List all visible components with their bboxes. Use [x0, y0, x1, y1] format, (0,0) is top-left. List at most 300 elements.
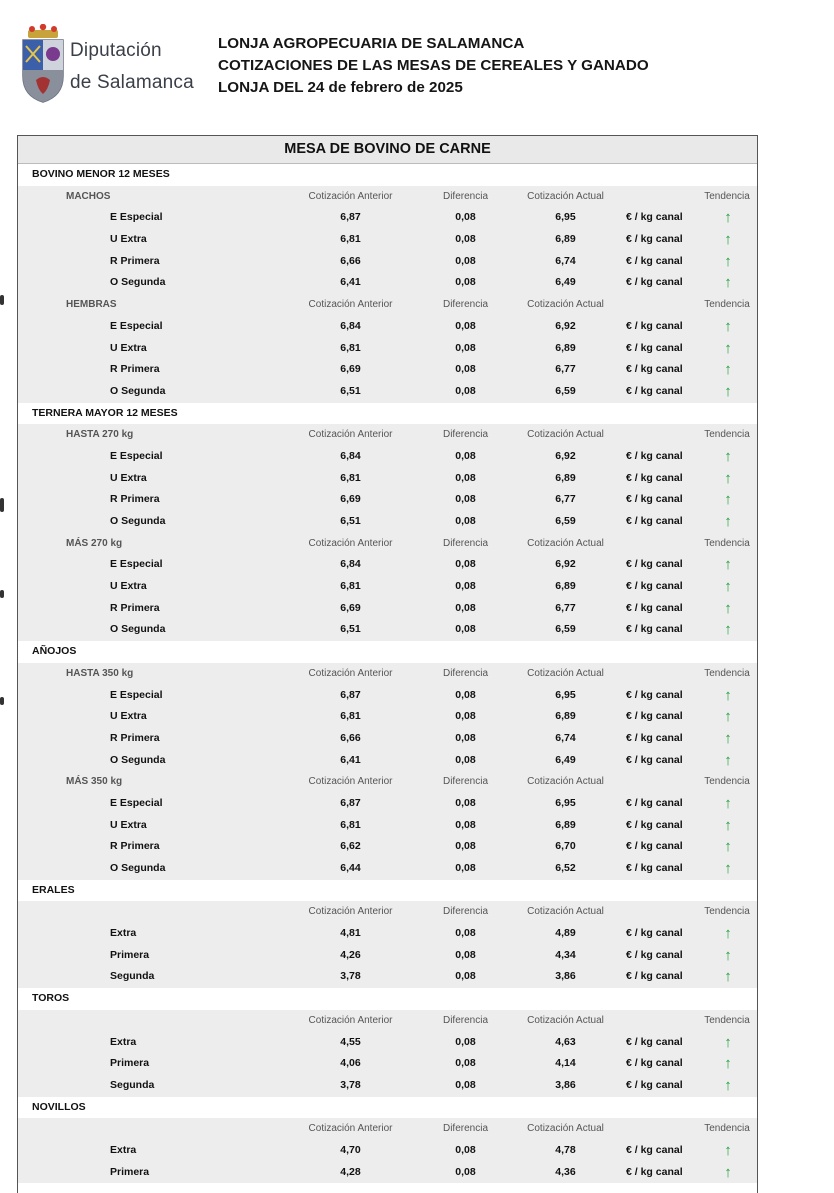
current-price: 6,89	[555, 710, 576, 723]
column-header-row	[18, 1118, 757, 1140]
price-unit: € / kg canal	[626, 319, 683, 332]
price-difference: 0,08	[455, 688, 476, 701]
price-difference: 0,08	[455, 211, 476, 224]
table-row	[18, 576, 757, 598]
price-unit: € / kg canal	[626, 1057, 683, 1070]
grade-label: U Extra	[110, 341, 147, 354]
row-group	[18, 1010, 757, 1097]
price-table	[17, 135, 758, 1193]
current-price: 6,89	[555, 471, 576, 484]
price-difference: 0,08	[455, 1143, 476, 1156]
price-difference: 0,08	[455, 796, 476, 809]
current-price: 6,59	[555, 384, 576, 397]
col-header-tendencia: Tendencia	[704, 667, 750, 679]
previous-price: 4,55	[340, 1035, 361, 1048]
scan-mark	[0, 498, 4, 512]
price-unit: € / kg canal	[626, 211, 683, 224]
arrow-up-icon: ↑	[724, 925, 732, 943]
price-unit: € / kg canal	[626, 341, 683, 354]
price-difference: 0,08	[455, 601, 476, 614]
column-header-row	[18, 533, 757, 555]
arrow-up-icon: ↑	[724, 816, 732, 834]
grade-label: Extra	[110, 1035, 137, 1048]
current-price: 6,59	[555, 623, 576, 636]
current-price: 6,89	[555, 233, 576, 246]
column-header-row	[18, 901, 757, 923]
table-row	[18, 207, 757, 229]
col-header-anterior: Cotización Anterior	[308, 429, 393, 441]
price-difference: 0,08	[455, 276, 476, 289]
previous-price: 6,87	[340, 688, 361, 701]
col-header-actual: Cotización Actual	[527, 537, 604, 549]
current-price: 6,95	[555, 211, 576, 224]
arrow-up-icon: ↑	[724, 447, 732, 465]
section-title: TERNERA MAYOR 12 MESES	[18, 403, 757, 425]
grade-label: U Extra	[110, 818, 147, 831]
previous-price: 6,87	[340, 796, 361, 809]
current-price: 6,95	[555, 688, 576, 701]
col-header-diferencia: Diferencia	[442, 299, 489, 311]
col-header-diferencia: Diferencia	[442, 429, 489, 441]
grade-label: O Segunda	[110, 515, 166, 527]
col-header-anterior: Cotización Anterior	[308, 906, 393, 918]
table-row	[18, 251, 757, 273]
previous-price: 6,41	[340, 276, 361, 289]
table-row	[18, 750, 757, 772]
price-difference: 0,08	[455, 515, 476, 527]
table-row	[18, 338, 757, 360]
price-difference: 0,08	[455, 840, 476, 853]
current-price: 6,74	[555, 254, 576, 267]
col-header-anterior: Cotización Anterior	[308, 776, 393, 788]
price-difference: 0,08	[455, 580, 476, 593]
arrow-up-icon: ↑	[724, 708, 732, 726]
subgroup-title: MACHOS	[66, 190, 111, 202]
row-group	[18, 186, 757, 294]
col-header-diferencia: Diferencia	[442, 1123, 489, 1135]
col-header-actual: Cotización Actual	[527, 299, 604, 311]
previous-price: 6,69	[340, 363, 361, 376]
price-unit: € / kg canal	[626, 449, 683, 462]
previous-price: 6,81	[340, 341, 361, 354]
price-unit: € / kg canal	[626, 471, 683, 484]
grade-label: R Primera	[110, 840, 160, 853]
section-title: NOVILLOS	[18, 1097, 757, 1119]
price-difference: 0,08	[455, 1035, 476, 1048]
arrow-up-icon: ↑	[724, 686, 732, 704]
previous-price: 6,81	[340, 233, 361, 246]
price-unit: € / kg canal	[626, 384, 683, 397]
arrow-up-icon: ↑	[724, 1055, 732, 1073]
arrow-up-icon: ↑	[724, 578, 732, 596]
table-row	[18, 1053, 757, 1075]
col-header-anterior: Cotización Anterior	[308, 667, 393, 679]
col-header-anterior: Cotización Anterior	[308, 1123, 393, 1135]
subgroup-title: HASTA 270 kg	[66, 429, 134, 441]
current-price: 4,36	[555, 1165, 576, 1178]
price-difference: 0,08	[455, 1078, 476, 1091]
price-unit: € / kg canal	[626, 623, 683, 636]
row-group	[18, 901, 757, 988]
price-unit: € / kg canal	[626, 580, 683, 593]
column-header-row	[18, 424, 757, 446]
scan-mark	[0, 590, 4, 598]
current-price: 6,59	[555, 515, 576, 527]
price-unit: € / kg canal	[626, 515, 683, 527]
grade-label: Segunda	[110, 970, 155, 983]
col-header-anterior: Cotización Anterior	[308, 190, 393, 202]
col-header-actual: Cotización Actual	[527, 906, 604, 918]
header-line-2: COTIZACIONES DE LAS MESAS DE CEREALES Y GANADO	[218, 57, 649, 74]
price-unit: € / kg canal	[626, 363, 683, 376]
grade-label: E Especial	[110, 449, 163, 462]
price-difference: 0,08	[455, 753, 476, 766]
current-price: 4,63	[555, 1035, 576, 1048]
price-difference: 0,08	[455, 970, 476, 983]
col-header-anterior: Cotización Anterior	[308, 1014, 393, 1026]
diputacion-logo	[18, 24, 218, 106]
grade-label: O Segunda	[110, 384, 166, 397]
grade-label: O Segunda	[110, 623, 166, 636]
price-difference: 0,08	[455, 623, 476, 636]
price-unit: € / kg canal	[626, 493, 683, 506]
price-unit: € / kg canal	[626, 948, 683, 961]
logo-line-1: Diputación	[70, 40, 162, 61]
price-difference: 0,08	[455, 471, 476, 484]
col-header-tendencia: Tendencia	[704, 906, 750, 918]
table-row	[18, 1075, 757, 1097]
current-price: 6,52	[555, 862, 576, 874]
previous-price: 6,51	[340, 384, 361, 397]
table-row	[18, 815, 757, 837]
current-price: 6,89	[555, 341, 576, 354]
arrow-up-icon: ↑	[724, 794, 732, 812]
arrow-up-icon: ↑	[724, 621, 732, 639]
arrow-up-icon: ↑	[724, 729, 732, 747]
col-header-diferencia: Diferencia	[442, 776, 489, 788]
price-unit: € / kg canal	[626, 601, 683, 614]
section-title: TOROS	[18, 988, 757, 1010]
row-group	[18, 424, 757, 532]
grade-label: E Especial	[110, 211, 163, 224]
table-row	[18, 966, 757, 988]
grade-label: O Segunda	[110, 276, 166, 289]
table-row	[18, 316, 757, 338]
previous-price: 4,26	[340, 948, 361, 961]
arrow-up-icon: ↑	[724, 252, 732, 270]
current-price: 4,78	[555, 1143, 576, 1156]
col-header-diferencia: Diferencia	[442, 906, 489, 918]
arrow-up-icon: ↑	[724, 1141, 732, 1159]
table-row	[18, 359, 757, 381]
header-line-1: LONJA AGROPECUARIA DE SALAMANCA	[218, 35, 525, 52]
price-unit: € / kg canal	[626, 796, 683, 809]
grade-label: Primera	[110, 948, 150, 961]
grade-label: E Especial	[110, 796, 163, 809]
price-unit: € / kg canal	[626, 1143, 683, 1156]
price-difference: 0,08	[455, 341, 476, 354]
price-unit: € / kg canal	[626, 970, 683, 983]
table-row	[18, 858, 757, 880]
price-unit: € / kg canal	[626, 276, 683, 289]
col-header-tendencia: Tendencia	[704, 299, 750, 311]
subgroup-title: HEMBRAS	[66, 299, 117, 311]
previous-price: 6,51	[340, 515, 361, 527]
arrow-up-icon: ↑	[724, 556, 732, 574]
grade-label: E Especial	[110, 319, 163, 332]
price-difference: 0,08	[455, 731, 476, 744]
arrow-up-icon: ↑	[724, 838, 732, 856]
grade-label: U Extra	[110, 710, 147, 723]
current-price: 6,77	[555, 493, 576, 506]
col-header-tendencia: Tendencia	[704, 1123, 750, 1135]
table-row	[18, 554, 757, 576]
section-title: AÑOJOS	[18, 641, 757, 663]
current-price: 6,74	[555, 731, 576, 744]
price-unit: € / kg canal	[626, 710, 683, 723]
price-difference: 0,08	[455, 254, 476, 267]
previous-price: 6,69	[340, 601, 361, 614]
arrow-up-icon: ↑	[724, 968, 732, 986]
price-difference: 0,08	[455, 493, 476, 506]
table-row	[18, 836, 757, 858]
current-price: 6,92	[555, 449, 576, 462]
price-unit: € / kg canal	[626, 927, 683, 940]
arrow-up-icon: ↑	[724, 469, 732, 487]
table-row	[18, 381, 757, 403]
col-header-tendencia: Tendencia	[704, 429, 750, 441]
grade-label: R Primera	[110, 731, 160, 744]
grade-label: Extra	[110, 1143, 137, 1156]
col-header-tendencia: Tendencia	[704, 537, 750, 549]
previous-price: 4,81	[340, 927, 361, 940]
price-difference: 0,08	[455, 363, 476, 376]
grade-label: U Extra	[110, 580, 147, 593]
price-unit: € / kg canal	[626, 753, 683, 766]
column-header-row	[18, 186, 757, 208]
price-difference: 0,08	[455, 1057, 476, 1070]
col-header-diferencia: Diferencia	[442, 190, 489, 202]
col-header-actual: Cotización Actual	[527, 776, 604, 788]
row-group	[18, 771, 757, 879]
table-row	[18, 1162, 757, 1184]
price-unit: € / kg canal	[626, 1035, 683, 1048]
table-row	[18, 511, 757, 533]
arrow-up-icon: ↑	[724, 860, 732, 877]
col-header-tendencia: Tendencia	[704, 1014, 750, 1026]
table-row	[18, 619, 757, 641]
arrow-up-icon: ↑	[724, 491, 732, 509]
current-price: 3,86	[555, 1078, 576, 1091]
previous-price: 6,66	[340, 731, 361, 744]
table-row	[18, 229, 757, 251]
column-header-row	[18, 663, 757, 685]
arrow-up-icon: ↑	[724, 209, 732, 227]
column-header-row	[18, 771, 757, 793]
price-difference: 0,08	[455, 319, 476, 332]
current-price: 6,89	[555, 580, 576, 593]
table-row	[18, 598, 757, 620]
table-row	[18, 706, 757, 728]
table-row	[18, 685, 757, 707]
table-row	[18, 793, 757, 815]
grade-label: O Segunda	[110, 753, 166, 766]
previous-price: 4,70	[340, 1143, 361, 1156]
header-line-3: LONJA DEL 24 de febrero de 2025	[218, 79, 463, 96]
grade-label: R Primera	[110, 254, 160, 267]
arrow-up-icon: ↑	[724, 339, 732, 357]
price-difference: 0,08	[455, 1165, 476, 1178]
arrow-up-icon: ↑	[724, 274, 732, 292]
price-unit: € / kg canal	[626, 233, 683, 246]
current-price: 4,34	[555, 948, 576, 961]
grade-label: E Especial	[110, 558, 163, 571]
previous-price: 4,28	[340, 1165, 361, 1178]
price-difference: 0,08	[455, 558, 476, 571]
price-difference: 0,08	[455, 862, 476, 874]
logo-line-2: de Salamanca	[70, 72, 194, 93]
scan-mark	[0, 295, 4, 305]
arrow-up-icon: ↑	[724, 513, 732, 530]
previous-price: 6,81	[340, 710, 361, 723]
document-header	[218, 33, 649, 99]
subgroup-title: HASTA 350 kg	[66, 667, 134, 679]
arrow-up-icon: ↑	[724, 382, 732, 400]
price-unit: € / kg canal	[626, 731, 683, 744]
price-difference: 0,08	[455, 233, 476, 246]
row-group	[18, 294, 757, 402]
col-header-actual: Cotización Actual	[527, 429, 604, 441]
table-title: MESA DE BOVINO DE CARNE	[18, 136, 757, 164]
coat-of-arms-icon	[18, 24, 68, 104]
grade-label: O Segunda	[110, 862, 166, 874]
col-header-actual: Cotización Actual	[527, 1014, 604, 1026]
table-row	[18, 923, 757, 945]
grade-label: U Extra	[110, 471, 147, 484]
grade-label: Primera	[110, 1165, 150, 1178]
current-price: 6,49	[555, 753, 576, 766]
arrow-up-icon: ↑	[724, 1076, 732, 1094]
row-group	[18, 533, 757, 641]
grade-label: Extra	[110, 927, 137, 940]
current-price: 4,14	[555, 1057, 576, 1070]
previous-price: 6,81	[340, 818, 361, 831]
previous-price: 6,81	[340, 471, 361, 484]
subgroup-title: MÁS 350 kg	[66, 776, 123, 788]
col-header-anterior: Cotización Anterior	[308, 537, 393, 549]
previous-price: 6,51	[340, 623, 361, 636]
previous-price: 4,06	[340, 1057, 361, 1070]
grade-label: R Primera	[110, 601, 160, 614]
price-difference: 0,08	[455, 710, 476, 723]
col-header-anterior: Cotización Anterior	[308, 299, 393, 311]
subgroup-title: MÁS 270 kg	[66, 537, 123, 549]
col-header-diferencia: Diferencia	[442, 1014, 489, 1026]
col-header-tendencia: Tendencia	[704, 776, 750, 788]
grade-label: R Primera	[110, 493, 160, 506]
arrow-up-icon: ↑	[724, 361, 732, 379]
grade-label: R Primera	[110, 363, 160, 376]
arrow-up-icon: ↑	[724, 946, 732, 964]
grade-label: Primera	[110, 1057, 150, 1070]
section-title: BOVINO MENOR 12 MESES	[18, 164, 757, 186]
scan-mark	[0, 697, 4, 705]
current-price: 6,49	[555, 276, 576, 289]
price-unit: € / kg canal	[626, 688, 683, 701]
price-difference: 0,08	[455, 927, 476, 940]
previous-price: 3,78	[340, 1078, 361, 1091]
previous-price: 3,78	[340, 970, 361, 983]
row-group	[18, 1118, 757, 1183]
price-difference: 0,08	[455, 818, 476, 831]
column-header-row	[18, 1010, 757, 1032]
grade-label: E Especial	[110, 688, 163, 701]
price-unit: € / kg canal	[626, 840, 683, 853]
price-unit: € / kg canal	[626, 254, 683, 267]
current-price: 6,70	[555, 840, 576, 853]
previous-price: 6,66	[340, 254, 361, 267]
current-price: 6,89	[555, 818, 576, 831]
arrow-up-icon: ↑	[724, 751, 732, 769]
current-price: 6,77	[555, 601, 576, 614]
price-difference: 0,08	[455, 948, 476, 961]
col-header-actual: Cotización Actual	[527, 667, 604, 679]
col-header-actual: Cotización Actual	[527, 190, 604, 202]
col-header-diferencia: Diferencia	[442, 537, 489, 549]
current-price: 6,92	[555, 319, 576, 332]
table-row	[18, 945, 757, 967]
arrow-up-icon: ↑	[724, 599, 732, 617]
previous-price: 6,84	[340, 449, 361, 462]
price-difference: 0,08	[455, 449, 476, 462]
current-price: 4,89	[555, 927, 576, 940]
current-price: 6,92	[555, 558, 576, 571]
previous-price: 6,62	[340, 840, 361, 853]
table-row	[18, 1032, 757, 1054]
grade-label: U Extra	[110, 233, 147, 246]
arrow-up-icon: ↑	[724, 231, 732, 249]
current-price: 6,95	[555, 796, 576, 809]
previous-price: 6,84	[340, 558, 361, 571]
price-unit: € / kg canal	[626, 1165, 683, 1178]
table-row	[18, 489, 757, 511]
table-row	[18, 468, 757, 490]
current-price: 3,86	[555, 970, 576, 983]
column-header-row	[18, 294, 757, 316]
price-unit: € / kg canal	[626, 1078, 683, 1091]
previous-price: 6,87	[340, 211, 361, 224]
section-title: ERALES	[18, 880, 757, 902]
table-row	[18, 1140, 757, 1162]
price-unit: € / kg canal	[626, 558, 683, 571]
table-row	[18, 728, 757, 750]
current-price: 6,77	[555, 363, 576, 376]
row-group	[18, 663, 757, 771]
arrow-up-icon: ↑	[724, 1163, 732, 1181]
table-row	[18, 272, 757, 294]
previous-price: 6,44	[340, 862, 361, 874]
price-unit: € / kg canal	[626, 818, 683, 831]
previous-price: 6,41	[340, 753, 361, 766]
price-unit: € / kg canal	[626, 862, 683, 874]
previous-price: 6,81	[340, 580, 361, 593]
previous-price: 6,84	[340, 319, 361, 332]
col-header-diferencia: Diferencia	[442, 667, 489, 679]
col-header-tendencia: Tendencia	[704, 190, 750, 202]
col-header-actual: Cotización Actual	[527, 1123, 604, 1135]
arrow-up-icon: ↑	[724, 317, 732, 335]
grade-label: Segunda	[110, 1078, 155, 1091]
